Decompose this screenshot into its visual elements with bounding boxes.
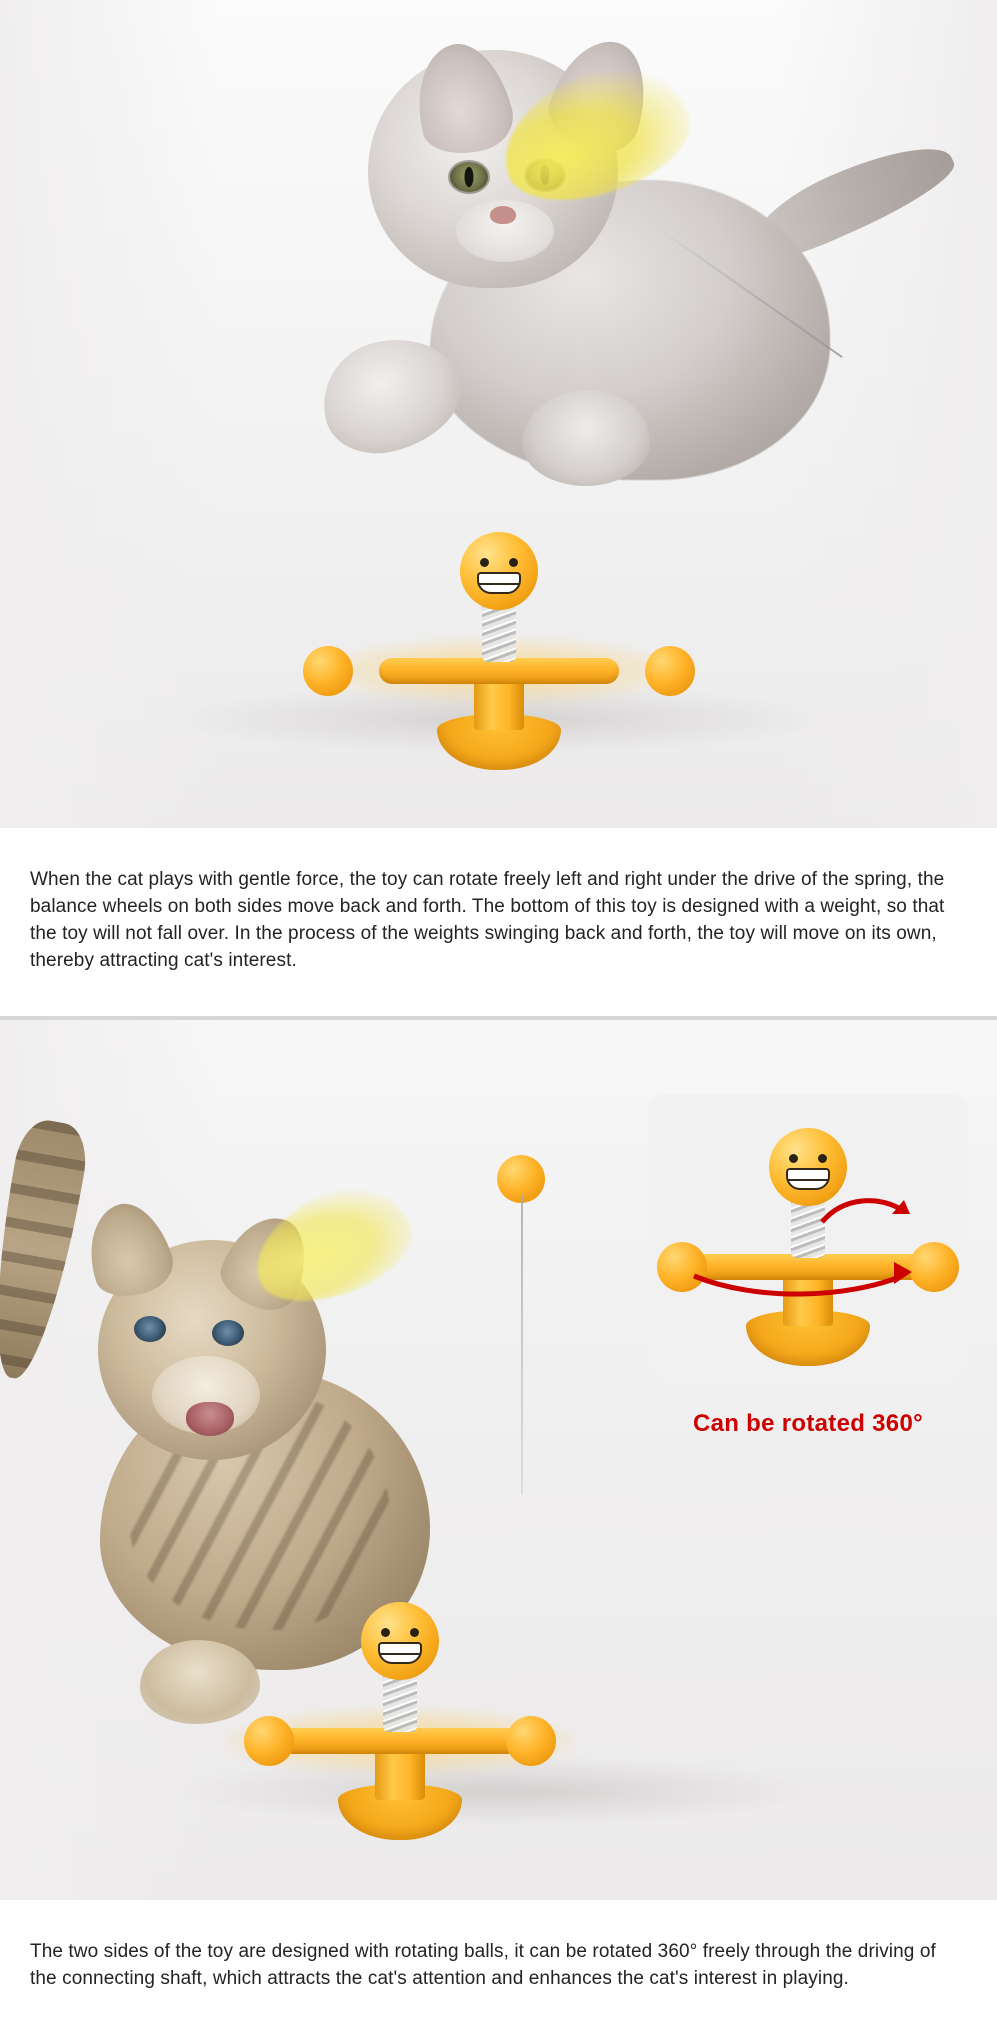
balance-ball-right-2 xyxy=(506,1716,556,1766)
tabby-eye-left xyxy=(134,1316,166,1342)
rotation-arrow-bottom-icon xyxy=(688,1254,918,1306)
kitten-eye-left xyxy=(450,162,488,192)
photo-vignette-left xyxy=(0,0,220,828)
rotation-inset-card xyxy=(648,1094,968,1384)
smiley-eye-right xyxy=(509,558,518,567)
smiley-eye-left-3 xyxy=(789,1154,798,1163)
rotation-label: Can be rotated 360° xyxy=(692,1409,924,1437)
balance-ball-right xyxy=(645,646,695,696)
smiley-eye-left-2 xyxy=(381,1628,390,1637)
smiley-eye-left xyxy=(480,558,489,567)
smiley-mouth-3 xyxy=(786,1168,830,1190)
section-one-photo xyxy=(0,0,997,828)
smiley-eye-right-2 xyxy=(410,1628,419,1637)
tabby-tail xyxy=(0,1116,92,1384)
section-one-caption: When the cat plays with gentle force, the toy can rotate freely left and right under the drive of the spring, the balance wheels on both sides move back and forth. The bottom of this toy is designed with a weight, so that the toy will not fall over. In the process of the weights swinging back and forth, the toy will move on its own, thereby attracting cat's interest. xyxy=(0,847,997,997)
section-two-photo xyxy=(0,1020,997,1900)
smiley-ball-top xyxy=(460,532,538,610)
tabby-open-mouth xyxy=(186,1402,234,1436)
smiley-eye-right-3 xyxy=(818,1154,827,1163)
kitten-pupil-left xyxy=(465,167,474,187)
toy-string-2 xyxy=(521,1195,523,1495)
photo-stage-one xyxy=(0,0,997,828)
spring-toy-main xyxy=(309,510,689,770)
tabby-tail-rings xyxy=(0,1116,92,1384)
tabby-eye-right xyxy=(212,1320,244,1346)
balance-ball-left-2 xyxy=(244,1716,294,1766)
kitten-ear-left xyxy=(404,35,520,164)
balance-ball-left xyxy=(303,646,353,696)
spring-toy-secondary xyxy=(250,1590,550,1840)
section-two-caption: The two sides of the toy are designed with rotating balls, it can be rotated 360° freely through the driving of the connecting shaft, which attracts the cat's attention and enhances the cat's interest in playing. xyxy=(0,1919,997,2015)
smiley-face-icon xyxy=(460,532,538,610)
rotation-arrow-top-icon xyxy=(818,1194,914,1230)
smiley-ball-top-2 xyxy=(361,1602,439,1680)
kitten-back-paw xyxy=(522,390,650,486)
kitten-nose xyxy=(490,206,516,224)
smiley-mouth xyxy=(477,572,521,594)
spring-toy-closeup xyxy=(663,1120,953,1366)
smiley-face-icon-2 xyxy=(361,1602,439,1680)
smiley-mouth-2 xyxy=(378,1642,422,1664)
